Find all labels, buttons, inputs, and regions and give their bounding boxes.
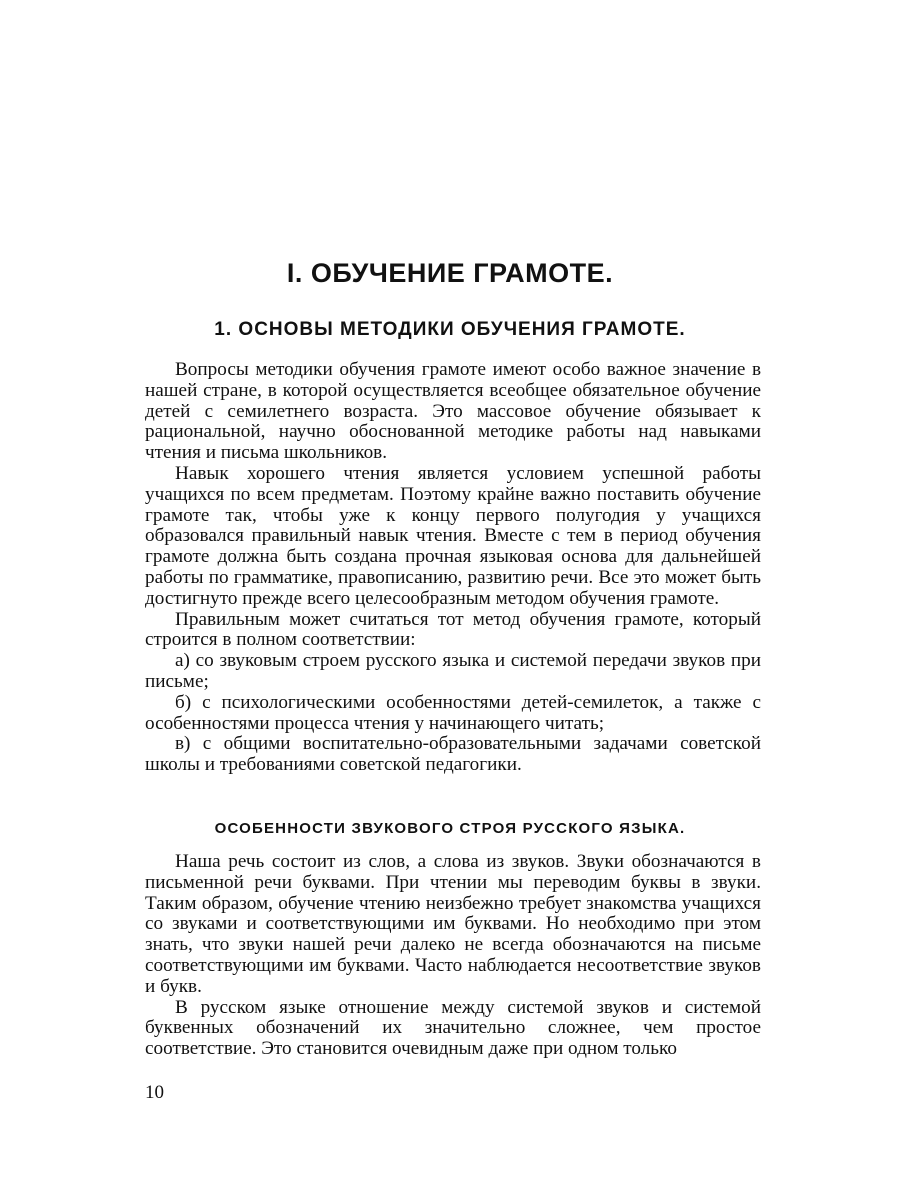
list-item: б) с психологическими особенностями детей-семилеток, а также с особенностями процесса чтения у начинающего читать; [145,691,761,734]
subsection-title: ОСОБЕННОСТИ ЗВУКОВОГО СТРОЯ РУССКОГО ЯЗЫКА. [214,820,686,837]
paragraph: Навык хорошего чтения является условием успешной работы учащихся по всем предметам. Поэтому крайне важно поставить обучение грамоте так, чтобы уже к концу первого полугодия у учащихся образовался правильный навык чтения. Вместе с тем в период обучения грамоте должна быть создана прочная языковая основа для дальнейшей работы по грамматике, правописанию, развитию речи. Все это может быть достигнуто прежде всего целесообразным методом обучения грамоте. [145,462,761,609]
chapter-title: I. ОБУЧЕНИЕ ГРАМОТЕ. [286,258,614,288]
subsection-body [145,852,761,1060]
list-item: в) с общими воспитательно-образовательными задачами советской школы и требованиями советской педагогики. [145,733,761,776]
paragraph: Правильным может считаться тот метод обучения грамоте, который строится в полном соответствии: [145,608,761,651]
section-body [145,360,761,776]
list-item: а) со звуковым строем русского языка и системой передачи звуков при письме; [145,650,761,692]
section-title: 1. ОСНОВЫ МЕТОДИКИ ОБУЧЕНИЯ ГРАМОТЕ. [214,319,686,340]
paragraph: Наша речь состоит из слов, а слова из звуков. Звуки обозначаются в письменной речи буквами. При чтении мы переводим буквы в звуки. Таким образом, обучение чтению неизбежно требует знакомства учащихся со звуками и соответствующими им буквами. Но необходимо при этом знать, что звуки нашей речи далеко не всегда обозначаются на письме соответствующими им буквами. Часто наблюдается несоответствие звуков и букв. [145,851,761,997]
paragraph: Вопросы методики обучения грамоте имеют особо важное значение в нашей стране, в которой осуществляется всеобщее обязательное обучение детей с семилетнего возраста. Это массовое обучение обязывает к рациональной, научно обоснованной методике работы над навыками чтения и письма школьников. [145,359,761,464]
page-number: 10 [145,1082,164,1103]
paragraph: В русском языке отношение между системой звуков и системой буквенных обозначений их значительно сложнее, чем простое соответствие. Это становится очевидным даже при одном только [145,996,761,1060]
